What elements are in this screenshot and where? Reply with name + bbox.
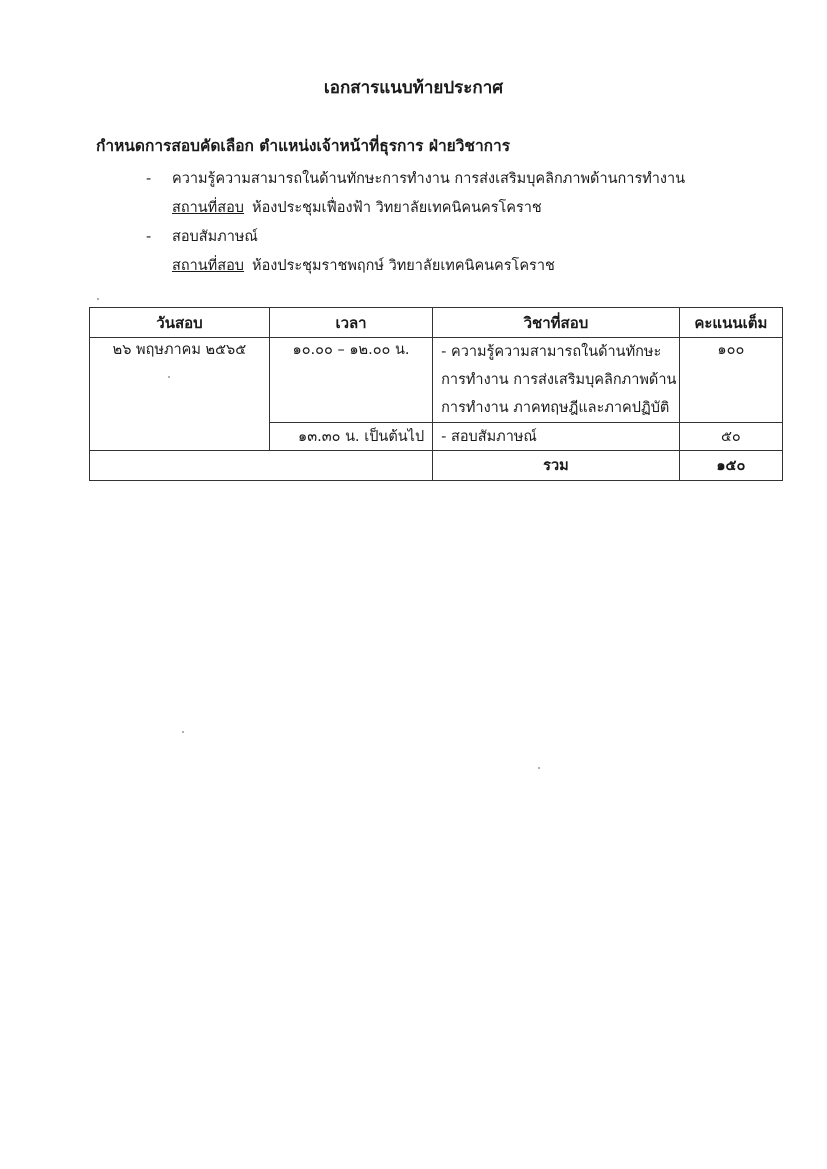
document-title: เอกสารแนบท้ายประกาศ — [323, 78, 504, 98]
exam-date: ๒๖ พฤษภาคม ๒๕๖๕ — [90, 338, 270, 451]
item-1-text: ความรู้ความสามารถในด้านทักษะการทำงาน การส่งเสริมบุคลิกภาพด้านการทำงาน — [172, 171, 686, 187]
table-header-row — [90, 308, 783, 338]
scan-speck — [182, 731, 184, 733]
item-1-venue — [172, 196, 542, 219]
item-2-text: สอบสัมภาษณ์ — [172, 229, 258, 245]
section-heading: กำหนดการสอบคัดเลือก ตำแหน่งเจ้าหน้าที่ธุรการ ฝ่ายวิชาการ — [96, 137, 511, 155]
item-1-venue-text: ห้องประชุมเฟื่องฟ้า วิทยาลัยเทคนิคนครโคราช — [252, 200, 542, 216]
total-row — [90, 451, 783, 481]
header-score: คะแนนเต็ม — [679, 308, 782, 338]
header-date: วันสอบ — [90, 308, 270, 338]
exam-schedule-table — [89, 307, 783, 481]
header-time: เวลา — [269, 308, 432, 338]
row-1-subject-line-2: การทำงาน การส่งเสริมบุคลิกภาพด้าน — [441, 372, 677, 388]
row-1-score: ๑๐๐ — [679, 338, 782, 423]
scan-speck — [168, 376, 170, 378]
item-2 — [146, 225, 258, 248]
item-1 — [146, 167, 685, 190]
item-2-venue — [172, 254, 555, 277]
row-2-score: ๕๐ — [679, 423, 782, 451]
row-1-time: ๑๐.๐๐ – ๑๒.๐๐ น. — [269, 338, 432, 423]
row-1-subject — [433, 338, 680, 423]
scan-speck — [97, 298, 99, 300]
item-1-dash: - — [146, 171, 152, 187]
item-2-venue-text: ห้องประชุมราชพฤกษ์ วิทยาลัยเทคนิคนครโคราช — [252, 258, 555, 274]
table-row — [90, 338, 783, 423]
row-2-subject: - สอบสัมภาษณ์ — [433, 423, 680, 451]
total-label: รวม — [433, 451, 680, 481]
total-score: ๑๕๐ — [679, 451, 782, 481]
item-1-venue-label: สถานที่สอบ — [172, 200, 245, 216]
item-2-venue-label: สถานที่สอบ — [172, 258, 245, 274]
scan-speck — [538, 767, 540, 769]
row-2-time: ๑๓.๓๐ น. เป็นต้นไป — [269, 423, 432, 451]
item-2-dash: - — [146, 229, 152, 245]
total-empty-cell — [90, 451, 433, 481]
row-1-subject-line-3: การทำงาน ภาคทฤษฎีและภาคปฏิบัติ — [441, 400, 670, 416]
row-1-subject-line-1: - ความรู้ความสามารถในด้านทักษะ — [441, 344, 662, 360]
header-subject: วิชาที่สอบ — [433, 308, 680, 338]
